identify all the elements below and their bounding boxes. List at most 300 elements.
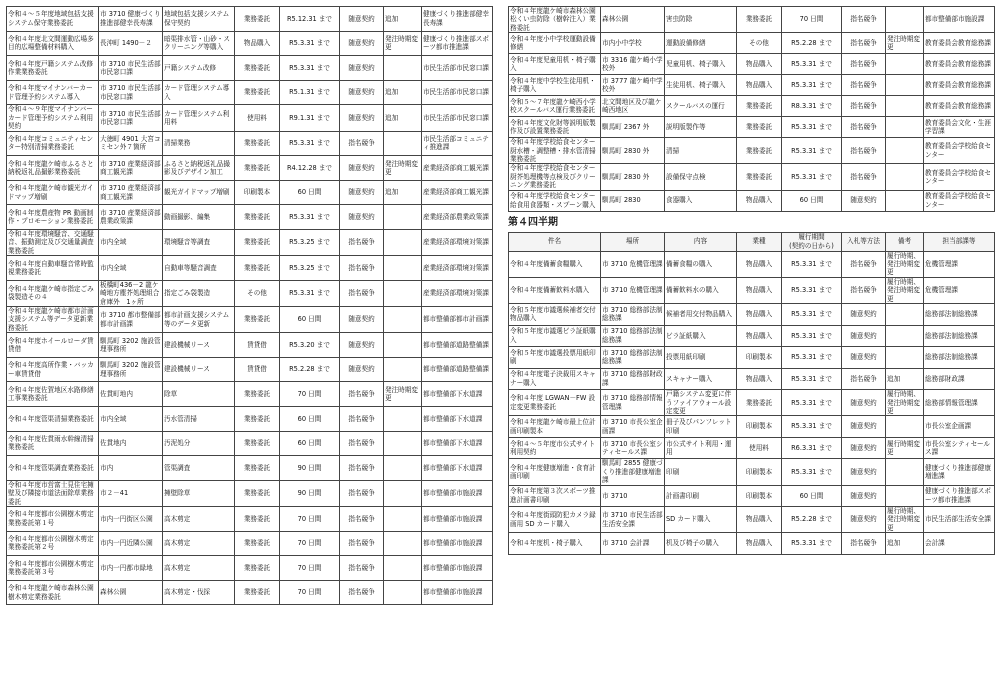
- cell-content: 候補者用交付物品購入: [665, 304, 737, 326]
- cell-method: 指名競争: [340, 507, 384, 532]
- cell-period: R5.3.31 まで: [782, 459, 842, 485]
- cell-method: 指名競争: [340, 456, 384, 481]
- cell-department: 健康づくり推進部スポーツ都市推進課: [422, 31, 493, 56]
- cell-category: 使用料: [737, 437, 782, 459]
- cell-method: 随意契約: [340, 205, 384, 230]
- header-remarks: 備考: [886, 232, 924, 251]
- cell-location: 市 3710 危機管理課: [601, 251, 665, 277]
- cell-method: 指名競争: [842, 33, 886, 54]
- cell-method: 指名競争: [340, 431, 384, 456]
- cell-method: 随意契約: [842, 390, 886, 416]
- cell-subject: 令和４年度備蓄飲料水購入: [509, 277, 601, 303]
- cell-period: R5.3.31 まで: [782, 54, 842, 75]
- cell-period: R5.3.31 まで: [782, 325, 842, 347]
- cell-content: 計画書印刷: [665, 485, 737, 507]
- cell-content: 生徒用机、椅子購入: [665, 75, 737, 96]
- cell-method: 指名競争: [340, 531, 384, 556]
- cell-department: 都市整備部道路整備課: [422, 357, 493, 382]
- table-row: [509, 7, 995, 33]
- cell-location: 市 3710 市民生活部市民窓口課: [99, 56, 163, 81]
- cell-subject: 令和５年度市議選候補者交付物品購入: [509, 304, 601, 326]
- cell-remarks: 履行時期、発注時期変更: [886, 507, 924, 533]
- cell-period: R5.1.31 まで: [280, 80, 340, 105]
- cell-period: 70 日間: [280, 556, 340, 581]
- cell-method: 指名競争: [842, 277, 886, 303]
- header-period: 履行期間 (契約の日から): [782, 232, 842, 251]
- cell-category: 業務委託: [737, 7, 782, 33]
- cell-remarks: [384, 556, 422, 581]
- cell-content: 擁壁除草: [163, 480, 235, 506]
- cell-department: 産業経済部商工観光課: [422, 156, 493, 181]
- cell-content: 運動設備修繕: [665, 33, 737, 54]
- cell-method: 指名競争: [842, 96, 886, 117]
- cell-method: 指名競争: [340, 256, 384, 281]
- table-row: [509, 304, 995, 326]
- cell-category: 物品購入: [737, 190, 782, 211]
- cell-department: 総務部情報管理課: [924, 390, 995, 416]
- table-row: [509, 117, 995, 138]
- cell-category: 使用料: [235, 105, 280, 131]
- cell-period: R6.3.31 まで: [782, 437, 842, 459]
- right-table-column: [508, 6, 994, 555]
- cell-period: R5.3.31 まで: [280, 31, 340, 56]
- table-row: [7, 80, 493, 105]
- cell-department: 都市整備部市施設課: [422, 580, 493, 605]
- table-row: [509, 33, 995, 54]
- cell-location: 市内全域: [99, 407, 163, 432]
- cell-department: 教育委員会学校給食センター: [924, 138, 995, 164]
- cell-category: 印刷製本: [737, 416, 782, 438]
- cell-content: 高木剪定・伐採: [163, 580, 235, 605]
- table-row: [509, 347, 995, 369]
- cell-remarks: [384, 580, 422, 605]
- cell-department: 危機管理課: [924, 277, 995, 303]
- cell-subject: 令和４年度街頭防犯カメラ録画用 SD カード購入: [509, 507, 601, 533]
- cell-subject: 令和４年度コミュニティセンター特別清掃業務委託: [7, 131, 99, 156]
- cell-period: R5.3.31 まで: [782, 117, 842, 138]
- cell-remarks: [886, 96, 924, 117]
- cell-location: 市 3710 市長公室企画課: [601, 416, 665, 438]
- cell-subject: 令和４年度龍ケ崎市ふるさと納税返礼品撮影業務委託: [7, 156, 99, 181]
- cell-category: 業務委託: [235, 407, 280, 432]
- cell-period: R5.3.25 まで: [280, 256, 340, 281]
- cell-subject: 令和４年度電子決裁用スキャナー購入: [509, 368, 601, 390]
- cell-category: 業務委託: [235, 229, 280, 255]
- cell-department: 市民生活部市民窓口課: [422, 56, 493, 81]
- cell-method: 指名競争: [842, 54, 886, 75]
- cell-period: R5.3.31 まで: [782, 75, 842, 96]
- cell-location: 市 3710: [601, 485, 665, 507]
- cell-remarks: [886, 7, 924, 33]
- cell-method: 随意契約: [842, 325, 886, 347]
- cell-subject: 令和４年度佐貫雨水幹線清掃業務委託: [7, 431, 99, 456]
- header-subject: 件名: [509, 232, 601, 251]
- table-row: [7, 205, 493, 230]
- cell-subject: 令和４年度龍ケ崎市指定ごみ袋製造その４: [7, 280, 99, 306]
- cell-content: 備蓄食糧の購入: [665, 251, 737, 277]
- table-row: [7, 280, 493, 306]
- cell-method: 随意契約: [340, 307, 384, 333]
- cell-period: R5.3.31 まで: [280, 205, 340, 230]
- cell-category: 物品購入: [737, 368, 782, 390]
- cell-method: 随意契約: [842, 190, 886, 211]
- cell-method: 指名競争: [842, 138, 886, 164]
- cell-department: 危機管理課: [924, 251, 995, 277]
- table-row: [509, 459, 995, 485]
- table-row: [509, 437, 995, 459]
- cell-remarks: [886, 117, 924, 138]
- cell-remarks: 履行時期、発注時期変更: [886, 251, 924, 277]
- cell-department: 健康づくり推進部健康増進課: [924, 459, 995, 485]
- table-row: [509, 164, 995, 190]
- cell-location: 市内小中学校: [601, 33, 665, 54]
- cell-period: 70 日間: [280, 507, 340, 532]
- cell-content: 備蓄飲料水の購入: [665, 277, 737, 303]
- cell-subject: 令和４年度管渠清掃業務委託: [7, 407, 99, 432]
- cell-remarks: 追加: [886, 368, 924, 390]
- cell-category: 物品購入: [737, 507, 782, 533]
- cell-subject: 令和４年度健康増進・食育計画印刷: [509, 459, 601, 485]
- cell-category: 業務委託: [235, 80, 280, 105]
- cell-method: 指名競争: [340, 580, 384, 605]
- cell-department: 会計課: [924, 533, 995, 555]
- cell-department: 産業経済部農業政策課: [422, 205, 493, 230]
- cell-location: 市 3710 総務部法制総務課: [601, 347, 665, 369]
- cell-subject: 令和４年度児童用机・椅子購入: [509, 54, 601, 75]
- cell-category: 物品購入: [235, 31, 280, 56]
- cell-method: 指名競争: [842, 533, 886, 555]
- table-row: [509, 485, 995, 507]
- cell-remarks: 追加: [384, 180, 422, 205]
- cell-location: 北文間地区及び龍ケ崎西地区: [601, 96, 665, 117]
- cell-method: 随意契約: [340, 105, 384, 131]
- cell-content: 説明版製作等: [665, 117, 737, 138]
- cell-category: 業務委託: [235, 480, 280, 506]
- cell-subject: 令和４年度マイナンバーカード管理予約システム導入: [7, 80, 99, 105]
- cell-period: R5.3.31 まで: [782, 368, 842, 390]
- cell-category: 業務委託: [235, 507, 280, 532]
- cell-department: 都市整備部市施設課: [422, 480, 493, 506]
- cell-period: 60 日間: [782, 190, 842, 211]
- table-row: [7, 507, 493, 532]
- cell-department: 都市整備部道路整備課: [422, 333, 493, 358]
- cell-department: 健康づくり推進部スポーツ都市推進課: [924, 485, 995, 507]
- cell-period: R5.12.31 まで: [280, 7, 340, 32]
- cell-content: 戸籍システム変更に伴うファイアウォール設定変更: [665, 390, 737, 416]
- table-row: [509, 390, 995, 416]
- table-header-row: [509, 232, 995, 251]
- cell-method: 指名競争: [842, 117, 886, 138]
- cell-content: SD カード購入: [665, 507, 737, 533]
- cell-location: 馴馬町 3202 施設管理事務所: [99, 357, 163, 382]
- cell-remarks: 追加: [384, 80, 422, 105]
- cell-location: 大徳町 4901 大宮コミセン外７箇所: [99, 131, 163, 156]
- cell-period: R5.3.31 まで: [782, 390, 842, 416]
- table-row: [7, 131, 493, 156]
- cell-content: カード管理システム導入: [163, 80, 235, 105]
- cell-department: 総務部法制総務課: [924, 304, 995, 326]
- cell-department: 市民生活部コミュニティ推進課: [422, 131, 493, 156]
- cell-period: R5.3.31 まで: [782, 251, 842, 277]
- cell-subject: 令和４年度都市公園樹木剪定業務委託第１号: [7, 507, 99, 532]
- cell-subject: 令和４年度農産物 PR 動画制作・プロモーション業務委託: [7, 205, 99, 230]
- cell-content: 汚水管清掃: [163, 407, 235, 432]
- cell-period: R5.3.31 まで: [782, 277, 842, 303]
- cell-category: 物品購入: [737, 533, 782, 555]
- cell-location: 市 3710 健康づくり推進部健幸長寿課: [99, 7, 163, 32]
- cell-remarks: [384, 480, 422, 506]
- cell-location: 市 3710 市民生活部市民窓口課: [99, 105, 163, 131]
- cell-method: 指名競争: [842, 164, 886, 190]
- cell-department: 都市整備部下水道課: [422, 407, 493, 432]
- cell-category: 業務委託: [737, 117, 782, 138]
- cell-category: 印刷製本: [737, 347, 782, 369]
- cell-content: 食器購入: [665, 190, 737, 211]
- cell-content: 建設機械リース: [163, 357, 235, 382]
- table-row: [509, 251, 995, 277]
- cell-remarks: [384, 205, 422, 230]
- cell-department: 都市整備部下水道課: [422, 382, 493, 407]
- cell-remarks: 発注時期変更: [384, 382, 422, 407]
- table-row: [7, 256, 493, 281]
- cell-subject: 令和４年度管渠調査業務委託: [7, 456, 99, 481]
- cell-category: 物品購入: [737, 251, 782, 277]
- header-department: 担当部課等: [924, 232, 995, 251]
- cell-location: 長沖町 1490－２: [99, 31, 163, 56]
- cell-department: 市民生活部生活安全課: [924, 507, 995, 533]
- cell-department: 産業経済部商工観光課: [422, 180, 493, 205]
- cell-period: 70 日間: [782, 7, 842, 33]
- cell-period: 60 日間: [280, 307, 340, 333]
- cell-department: 教育委員会教育総務課: [924, 75, 995, 96]
- header-method: 入札等方法: [842, 232, 886, 251]
- cell-remarks: [886, 416, 924, 438]
- cell-content: 高木剪定: [163, 507, 235, 532]
- cell-subject: 令和４年度龍ケ崎市都市計画支援システム等データ更新業務委託: [7, 307, 99, 333]
- cell-category: 印刷製本: [235, 180, 280, 205]
- cell-category: 業務委託: [235, 131, 280, 156]
- cell-category: 業務委託: [235, 556, 280, 581]
- cell-category: 賃貸借: [235, 357, 280, 382]
- cell-remarks: [384, 357, 422, 382]
- cell-category: 業務委託: [235, 531, 280, 556]
- cell-location: 市 3710 市民生活部生活安全課: [601, 507, 665, 533]
- table-row: [7, 31, 493, 56]
- cell-remarks: [886, 325, 924, 347]
- cell-subject: 令和４～９年度マイナンバーカード管理予約システム利用契約: [7, 105, 99, 131]
- cell-category: 物品購入: [737, 75, 782, 96]
- cell-remarks: [384, 131, 422, 156]
- cell-content: 高木剪定: [163, 531, 235, 556]
- table-row: [509, 368, 995, 390]
- cell-remarks: [384, 56, 422, 81]
- cell-subject: 令和４年度都市公園樹木剪定業務委託第３号: [7, 556, 99, 581]
- cell-content: 指定ごみ袋製造: [163, 280, 235, 306]
- cell-location: 板橋町436－2 龍ケ崎地方塵芥処理組合倉庫外 1ヶ所: [99, 280, 163, 306]
- cell-category: 業務委託: [235, 431, 280, 456]
- cell-department: 教育委員会教育総務課: [924, 33, 995, 54]
- cell-remarks: [384, 531, 422, 556]
- cell-subject: 令和４年度環境騒音、交通騒音、振動測定及び交通量調査業務委託: [7, 229, 99, 255]
- table-row: [7, 333, 493, 358]
- table-row: [7, 431, 493, 456]
- cell-subject: 令和４年度高所作業・バッカー車賃貸借: [7, 357, 99, 382]
- cell-content: 清掃業務: [163, 131, 235, 156]
- cell-remarks: 発注時期変更: [384, 31, 422, 56]
- cell-category: 業務委託: [737, 164, 782, 190]
- cell-category: 業務委託: [235, 156, 280, 181]
- cell-method: 随意契約: [340, 31, 384, 56]
- table-row: [7, 531, 493, 556]
- table-row: [7, 556, 493, 581]
- cell-location: 市 3710 総務部法制総務課: [601, 325, 665, 347]
- cell-location: 森林公園: [99, 580, 163, 605]
- cell-location: 馴馬町 2855 健康づくり推進部健康増進課: [602, 459, 663, 485]
- table-row: [509, 277, 995, 303]
- cell-remarks: 履行時期変更: [886, 437, 924, 459]
- cell-content: 動画撮影、編集: [163, 205, 235, 230]
- cell-location: 市２－41: [99, 480, 163, 506]
- cell-location: 馴馬町 2830 外: [601, 138, 665, 164]
- cell-department: 都市整備部市施設課: [924, 7, 995, 33]
- cell-method: 随意契約: [842, 437, 886, 459]
- cell-remarks: [384, 333, 422, 358]
- cell-remarks: [886, 138, 924, 164]
- cell-subject: 令和４年度都市公園樹木剪定業務委託第２号: [7, 531, 99, 556]
- cell-period: R4.12.28 まで: [280, 156, 340, 181]
- cell-content: ふるさと納税返礼品撮影及びデザイン加工: [163, 156, 235, 181]
- cell-period: R5.3.31 まで: [280, 56, 340, 81]
- cell-location: 市内全域: [99, 229, 163, 255]
- cell-method: 随意契約: [842, 459, 886, 485]
- cell-subject: 令和４年度中学校生徒用机・椅子購入: [509, 75, 601, 96]
- cell-content: 暗渠排水管・山砂・スクリーニング等購入: [163, 31, 235, 56]
- table-row: [7, 357, 493, 382]
- cell-subject: 令和４年度ホイールローダ賃貸借: [7, 333, 99, 358]
- table-row: [7, 407, 493, 432]
- cell-subject: 令和４年度自動車騒音常時監視業務委託: [7, 256, 99, 281]
- cell-department: 教育委員会文化・生涯学習課: [924, 117, 995, 138]
- cell-remarks: [886, 190, 924, 211]
- cell-category: その他: [235, 280, 280, 306]
- cell-period: 90 日間: [280, 456, 340, 481]
- cell-remarks: [384, 431, 422, 456]
- cell-location: 市 3710 産業経済部商工観光課: [99, 180, 163, 205]
- cell-location: 市 3710 総務部情報管理課: [601, 390, 665, 416]
- cell-location: 馴馬町 2830: [601, 190, 665, 211]
- cell-content: ビラ証紙購入: [665, 325, 737, 347]
- cell-department: 都市整備部下水道課: [422, 456, 493, 481]
- cell-period: 70 日間: [280, 580, 340, 605]
- table-row: [7, 580, 493, 605]
- cell-remarks: 発注時期変更: [886, 33, 924, 54]
- cell-location: 市内一円都市緑地: [99, 556, 163, 581]
- cell-department: 都市整備部市施設課: [422, 556, 493, 581]
- cell-remarks: [886, 164, 924, 190]
- procurement-table-right-top: [508, 6, 995, 212]
- cell-category: 賃貸借: [235, 333, 280, 358]
- cell-remarks: [384, 307, 422, 333]
- cell-period: R5.3.31 まで: [782, 138, 842, 164]
- cell-remarks: [886, 485, 924, 507]
- cell-period: R5.2.28 まで: [280, 357, 340, 382]
- cell-period: R5.3.31 まで: [782, 533, 842, 555]
- cell-subject: 令和４～５年度地域包括支援システム保守業務委託: [7, 7, 99, 32]
- cell-content: 児童用机、椅子購入: [665, 54, 737, 75]
- cell-location: 市 3710 産業経済部商工観光課: [99, 156, 163, 181]
- cell-period: R5.3.31 まで: [782, 304, 842, 326]
- cell-location: 佐貫地内: [99, 431, 163, 456]
- cell-department: 総務部法制総務課: [924, 347, 995, 369]
- cell-department: 教育委員会学校給食センター: [924, 164, 995, 190]
- cell-content: 汚泥処分: [163, 431, 235, 456]
- cell-subject: 令和４年度学校給食センター給食用食器類・スプーン購入: [509, 190, 601, 211]
- cell-subject: 令和４年度戸籍システム改修作業業務委託: [7, 56, 99, 81]
- cell-category: 業務委託: [235, 7, 280, 32]
- left-table-column: [6, 6, 492, 605]
- cell-remarks: 追加: [384, 7, 422, 32]
- cell-method: 随意契約: [842, 304, 886, 326]
- cell-method: 指名競争: [340, 382, 384, 407]
- table-row: [7, 56, 493, 81]
- cell-content: 除草: [163, 382, 235, 407]
- cell-location: 市 3710 産業経済部農業政策課: [99, 205, 163, 230]
- cell-department: 産業経済部環境対策課: [422, 280, 493, 306]
- cell-category: 業務委託: [235, 56, 280, 81]
- procurement-table-q4: [508, 232, 995, 555]
- table-row: [509, 416, 995, 438]
- cell-location: 市 3710 総務部財政課: [601, 368, 665, 390]
- table-row: [509, 96, 995, 117]
- cell-content: 自動車等騒音調査: [163, 256, 235, 281]
- cell-remarks: 履行時期、発注時期変更: [886, 390, 924, 416]
- cell-subject: 令和４年度市営富士見住宅擁壁及び隣接市道法面除草業務委託: [7, 480, 99, 506]
- cell-category: 業務委託: [737, 390, 782, 416]
- cell-period: R5.3.31 まで: [782, 347, 842, 369]
- cell-location: 馴馬町 2367 外: [601, 117, 665, 138]
- cell-category: 業務委託: [235, 205, 280, 230]
- table-row: [7, 180, 493, 205]
- cell-department: 健康づくり推進部健幸長寿課: [422, 7, 493, 32]
- cell-department: 教育委員会教育総務課: [924, 54, 995, 75]
- cell-location: 佐貫町地内: [99, 382, 163, 407]
- cell-location: 森林公園: [601, 7, 665, 33]
- table-row: [7, 307, 493, 333]
- table-row: [509, 138, 995, 164]
- cell-location: 市内一円近隣公園: [99, 531, 163, 556]
- table-row: [509, 54, 995, 75]
- cell-remarks: 追加: [886, 533, 924, 555]
- cell-content: 環境騒音等調査: [163, 229, 235, 255]
- cell-location: 市内全域: [99, 256, 163, 281]
- table-row: [7, 7, 493, 32]
- cell-subject: 令和５～７年度龍ケ崎西小学校スクールバス運行業務委託: [509, 96, 601, 117]
- cell-content: 戸籍システム改修: [163, 56, 235, 81]
- cell-subject: 令和４年度第３次スポーツ推進計画書印刷: [509, 485, 601, 507]
- cell-period: 60 日間: [280, 180, 340, 205]
- cell-content: 投票用紙印刷: [665, 347, 737, 369]
- cell-remarks: [384, 456, 422, 481]
- procurement-table-left: [6, 6, 493, 605]
- cell-method: 随意契約: [842, 347, 886, 369]
- cell-subject: 令和４年度龍ケ崎市観光ガイドマップ増刷: [7, 180, 99, 205]
- cell-period: 60 日間: [280, 407, 340, 432]
- cell-method: 指名競争: [842, 251, 886, 277]
- cell-period: 60 日間: [782, 485, 842, 507]
- cell-period: R5.3.25 まで: [280, 229, 340, 255]
- cell-subject: 令和４年度龍ケ崎市最上位計画印刷製本: [509, 416, 601, 438]
- cell-category: 業務委託: [235, 382, 280, 407]
